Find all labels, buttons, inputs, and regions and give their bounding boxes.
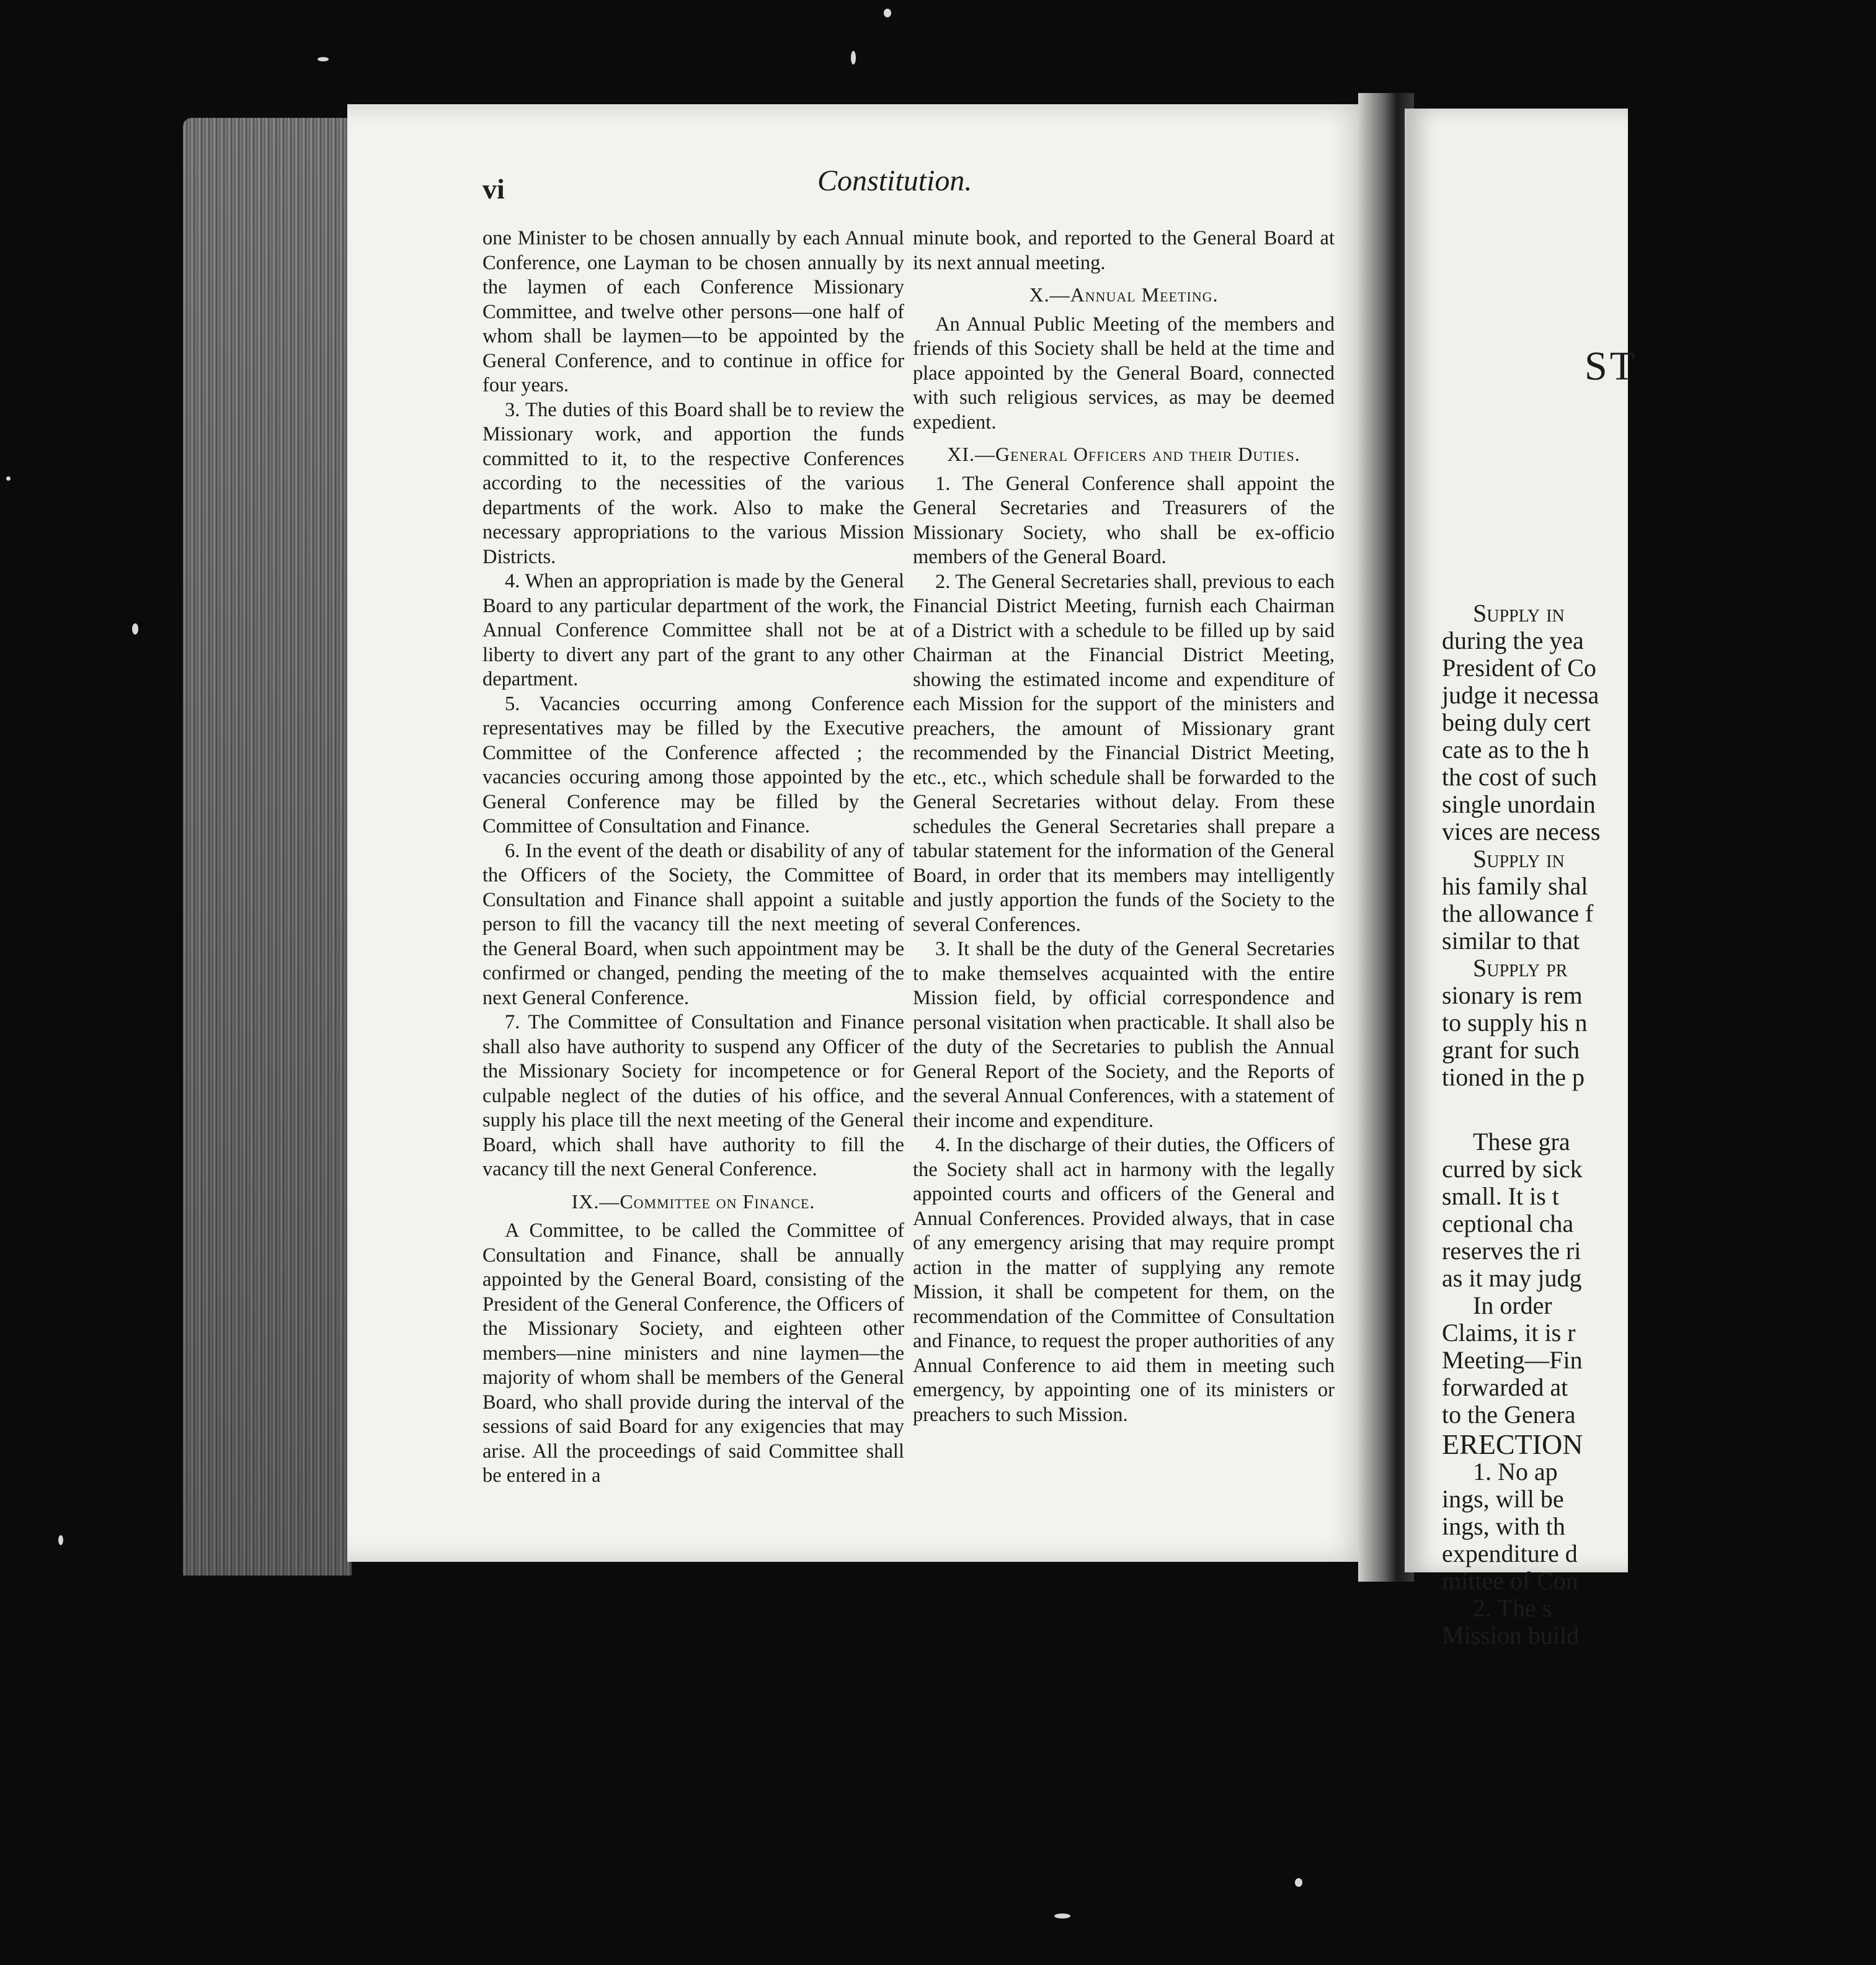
paragraph: 5. Vacancies occurring among Conference representatives may be filled by the Executive Committee of the Conference affected ; the vacancies occuring among those appointed by the General Conference may be filled by the Committee of Consultation and Finance. — [482, 692, 904, 837]
facing-page-line: sionary is rem — [1442, 981, 1583, 1009]
dust-speck — [318, 57, 329, 61]
facing-page-line: 1. No ap — [1473, 1458, 1558, 1486]
paragraph: 3. It shall be the duty of the General Secretaries to make themselves acquainted with the entire Mission field, by official correspondence and personal visitation when practicable. It shall also be the duty of the Secretaries to publish the Annual General Report of the Society, and the Reports of the several Annual Conferences, with a statement of their income and expenditure. — [913, 938, 1335, 1132]
dust-speck — [58, 1535, 63, 1545]
facing-page-line: Mission build — [1442, 1621, 1580, 1649]
page-number: vi — [482, 173, 505, 205]
paragraph: 1. The General Conference shall appoint the General Secretaries and Treasurers of the Missionary Society, who shall be ex-officio members of the General Board. — [913, 472, 1335, 568]
facing-page-line: These gra — [1473, 1128, 1570, 1156]
facing-page-line: ERECTION — [1442, 1428, 1583, 1460]
facing-page-line: to the Genera — [1442, 1401, 1576, 1428]
facing-page-line: 2. The s — [1473, 1594, 1552, 1622]
paragraph: 4. In the discharge of their duties, the Officers of the Society shall act in harmony with the legally appointed courts and officers of the General and Annual Conferences. Provided always, that in case of any emergency arising that may require prompt action in the matter of supplying any remote Mission, it shall be competent for them, on the recommendation of the Committee of Consultation and Finance, to request the proper authorities of any Annual Conference to aid them in meeting such emergency, by appointing one of its ministers or preachers to such Mission. — [913, 1134, 1335, 1426]
facing-page-line: similar to that — [1442, 927, 1580, 955]
right-text-column — [913, 226, 1335, 1427]
dust-speck — [851, 51, 856, 65]
facing-page-line: the cost of such — [1442, 763, 1597, 791]
paragraph: 4. When an appropriation is made by the General Board to any particular department of the work, the Annual Conference Committee shall not be at liberty to divert any part of the grant to any other department. — [482, 570, 904, 690]
section-heading: IX.—Committee on Finance. — [571, 1190, 816, 1213]
facing-page-line: single unordain — [1442, 790, 1596, 818]
facing-page-line: cate as to the h — [1442, 736, 1589, 764]
dust-speck — [1295, 1878, 1302, 1887]
section-heading: X.—Annual Meeting. — [1029, 283, 1219, 306]
facing-page-line: mittee of Con — [1442, 1567, 1578, 1595]
line-gap — [1442, 1091, 1876, 1128]
facing-page-line: Supply in — [1473, 845, 1565, 873]
facing-page-line: the allowance f — [1442, 899, 1594, 927]
paragraph: minute book, and reported to the General Board at its next annual meeting. — [913, 227, 1335, 274]
facing-page-line: ings, with th — [1442, 1512, 1565, 1540]
facing-page-line: ceptional cha — [1442, 1210, 1574, 1237]
facing-page-line: reserves the ri — [1442, 1237, 1581, 1265]
dust-speck — [1054, 1914, 1070, 1918]
section-heading: XI.—General Officers and their Duties. — [947, 443, 1300, 465]
facing-page-line: vices are necess — [1442, 818, 1601, 845]
dust-speck — [6, 476, 11, 481]
facing-page-line: small. It is t — [1442, 1182, 1559, 1210]
facing-page-text — [1442, 600, 1876, 1649]
paragraph: 2. The General Secretaries shall, previous to each Financial District Meeting, furnish each Chairman of a District with a schedule to be filled up by said Chairman at the Financial District Meeting, showing the estimated income and expenditure of each Mission for the support of the ministers and preachers, the amount of Missionary grant recommended by the Financial District Meeting, etc., etc., which schedule shall be forwarded to the General Secretaries without delay. From these schedules the General Secretaries shall prepare a tabular statement for the information of the General Board, in order that its members may intelligently and justly apportion the funds of the Society to the several Conferences. — [913, 570, 1335, 936]
paragraph: An Annual Public Meeting of the members and friends of this Society shall be held at the time and place appointed by the General Board, connected with such religious services, as may be deemed expedient. — [913, 313, 1335, 434]
running-head: Constitution. — [817, 164, 972, 197]
facing-page-line: ings, will be — [1442, 1485, 1564, 1513]
paragraph: 7. The Committee of Consultation and Finance shall also have authority to suspend any Officer of the Missionary Society for incompetence or for culpable neglect of the duties of his office, and supply his place till the next meeting of the General Board, which shall have authority to fill the vacancy till the next General Conference. — [482, 1011, 904, 1180]
facing-page-line: Claims, it is r — [1442, 1319, 1576, 1347]
facing-page-line: during the yea — [1442, 626, 1584, 654]
paragraph: 6. In the event of the death or disability of any of the Officers of the Society, the Committee of Consultation and Finance shall appoint a suitable person to fill the vacancy till the next meeting of the General Board, when such appointment may be confirmed or changed, pending the meeting of the next General Conference. — [482, 839, 904, 1009]
facing-page-line: forwarded at — [1442, 1373, 1568, 1401]
facing-page-line: In order — [1473, 1291, 1552, 1319]
facing-page-line: Supply in — [1473, 599, 1565, 627]
facing-page-line: grant for such — [1442, 1036, 1580, 1064]
paragraph: one Minister to be chosen annually by each Annual Conference, one Layman to be chosen annually by the laymen of each Conference Missionary Committee, and twelve other persons—one half of whom shall be laymen—to be appointed by the General Conference, and to continue in office for four years. — [482, 227, 904, 396]
paragraph: 3. The duties of this Board shall be to review the Missionary work, and apportion the funds committed to it, to the respective Conferences according to the necessities of the various departments of the work. Also to make the necessary appropriations to the various Mission Districts. — [482, 398, 904, 568]
dust-speck — [884, 9, 891, 17]
facing-page-line: President of Co — [1442, 654, 1596, 682]
facing-page-line: tioned in the p — [1442, 1063, 1585, 1091]
book-page-edges — [183, 118, 352, 1575]
facing-page-line: curred by sick — [1442, 1155, 1583, 1183]
facing-page-line: his family shal — [1442, 872, 1588, 900]
facing-page-line: as it may judg — [1442, 1264, 1582, 1292]
facing-page-line: Meeting—Fin — [1442, 1346, 1583, 1374]
facing-page-line: Supply pr — [1473, 954, 1568, 982]
left-text-column — [482, 226, 904, 1489]
facing-page-line: expenditure d — [1442, 1539, 1578, 1567]
dust-speck — [132, 623, 138, 635]
facing-page-line: being duly cert — [1442, 708, 1591, 736]
paragraph: A Committee, to be called the Committee of Consultation and Finance, shall be annually appointed by the General Board, consisting of the President of the General Conference, the Officers of the Missionary Society, and eighteen other members—nine ministers and nine laymen—the majority of whom shall be members of the General Board, who shall provide during the interval of the sessions of said Board for any exigencies that may arise. All the proceedings of said Committee shall be entered in a — [482, 1219, 904, 1487]
facing-page-line: judge it necessa — [1442, 681, 1599, 709]
facing-page-line: to supply his n — [1442, 1009, 1588, 1036]
facing-page-title-fragment: ST — [1585, 344, 1638, 389]
right-book-page — [1405, 109, 1638, 1649]
